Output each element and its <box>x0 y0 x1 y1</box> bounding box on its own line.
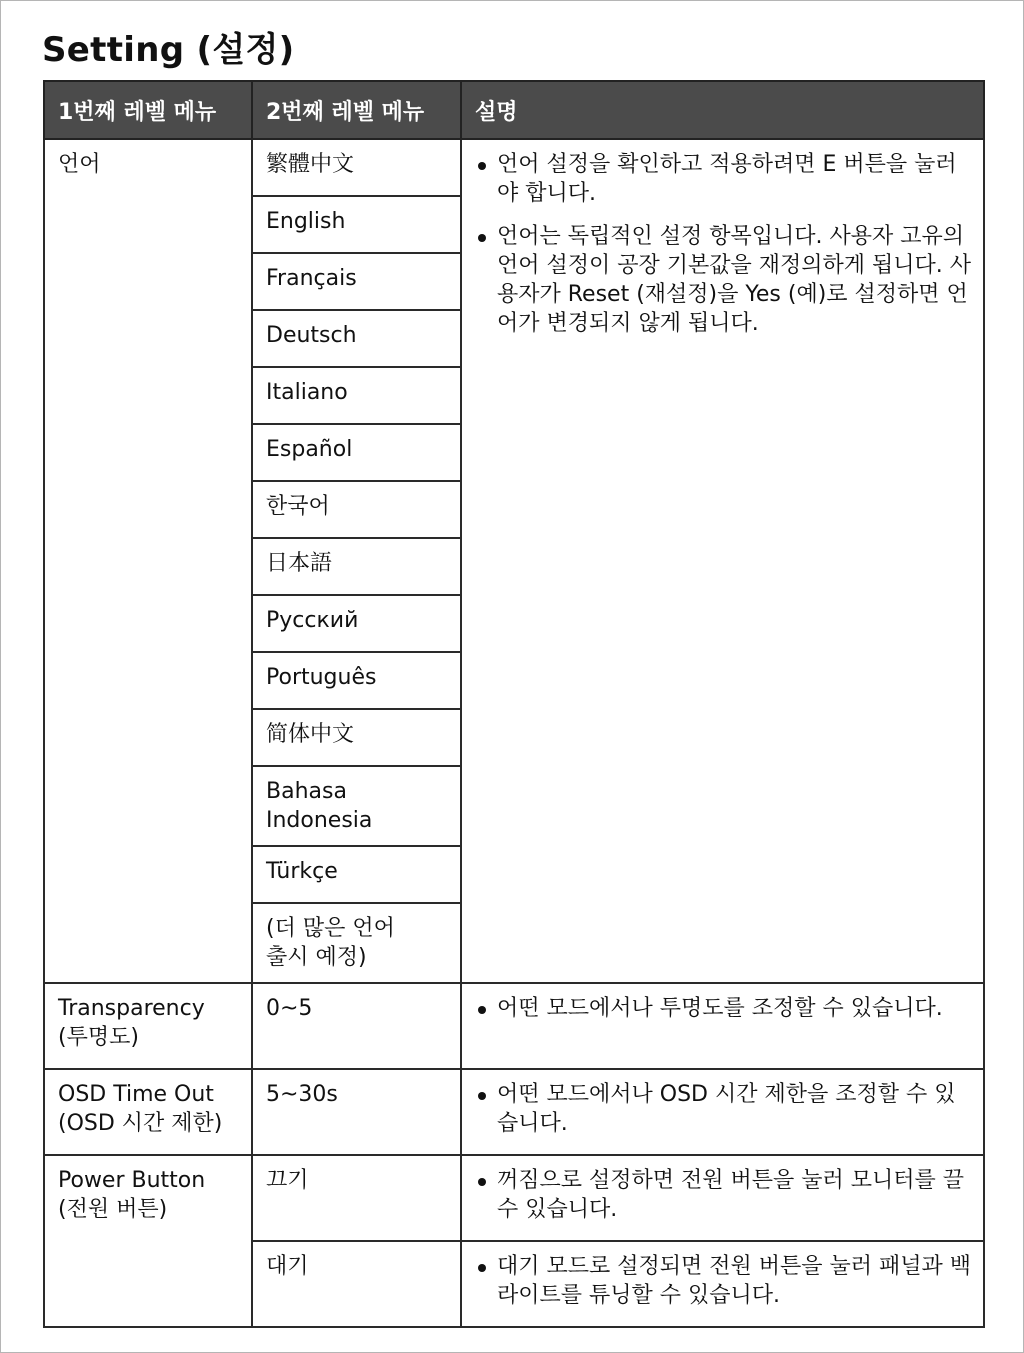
page-title: Setting (설정) <box>42 30 295 70</box>
power-standby-description <box>461 1241 984 1327</box>
osd-timeout-row <box>44 1069 984 1155</box>
osd-timeout-value: 5~30s <box>252 1069 461 1155</box>
language-description <box>461 139 984 983</box>
language-option: (더 많은 언어 출시 예정) <box>252 903 461 983</box>
transparency-description <box>461 983 984 1069</box>
osd-timeout-description <box>461 1069 984 1155</box>
header-description: 설명 <box>461 81 984 139</box>
language-description-item: 언어는 독립적인 설정 항목입니다. 사용자 고유의 언어 설정이 공장 기본값을 재정의하게 됩니다. 사용자가 Reset (재설정)을 Yes (예)로 설정하면 언어가 변경되지 않게 됩니다. <box>497 224 971 336</box>
language-option: 한국어 <box>252 481 461 538</box>
power-standby-option: 대기 <box>252 1241 461 1327</box>
language-row <box>44 139 984 196</box>
power-off-option: 끄기 <box>252 1155 461 1241</box>
language-option: Português <box>252 652 461 709</box>
transparency-value: 0~5 <box>252 983 461 1069</box>
language-option: Bahasa Indonesia <box>252 766 461 846</box>
power-button-row <box>44 1155 984 1241</box>
language-option: Français <box>252 253 461 310</box>
power-button-label: Power Button (전원 버튼) <box>44 1155 252 1327</box>
header-level2: 2번째 레벨 메뉴 <box>252 81 461 139</box>
osd-timeout-label: OSD Time Out (OSD 시간 제한) <box>44 1069 252 1155</box>
language-option: English <box>252 196 461 253</box>
language-option: 繁體中文 <box>252 139 461 196</box>
transparency-row <box>44 983 984 1069</box>
header-level1: 1번째 레벨 메뉴 <box>44 81 252 139</box>
language-option: 简体中文 <box>252 709 461 766</box>
language-option: Español <box>252 424 461 481</box>
language-option: 日本語 <box>252 538 461 595</box>
settings-table <box>43 80 985 1328</box>
power-off-description <box>461 1155 984 1241</box>
language-description-item: 언어 설정을 확인하고 적용하려면 E 버튼을 눌러야 합니다. <box>497 150 971 208</box>
language-label: 언어 <box>44 139 252 983</box>
language-option: Deutsch <box>252 310 461 367</box>
language-option: Türkçe <box>252 846 461 903</box>
osd-timeout-description-item: 어떤 모드에서나 OSD 시간 제한을 조정할 수 있습니다. <box>497 1080 971 1138</box>
power-off-description-item: 꺼짐으로 설정하면 전원 버튼을 눌러 모니터를 끌 수 있습니다. <box>497 1166 971 1224</box>
power-standby-description-item: 대기 모드로 설정되면 전원 버튼을 눌러 패널과 백라이트를 튜닝할 수 있습니다. <box>497 1254 971 1308</box>
language-option: Русский <box>252 595 461 652</box>
language-option: Italiano <box>252 367 461 424</box>
header-row <box>44 81 984 139</box>
transparency-label: Transparency (투명도) <box>44 983 252 1069</box>
transparency-description-item: 어떤 모드에서나 투명도를 조정할 수 있습니다. <box>497 994 971 1023</box>
